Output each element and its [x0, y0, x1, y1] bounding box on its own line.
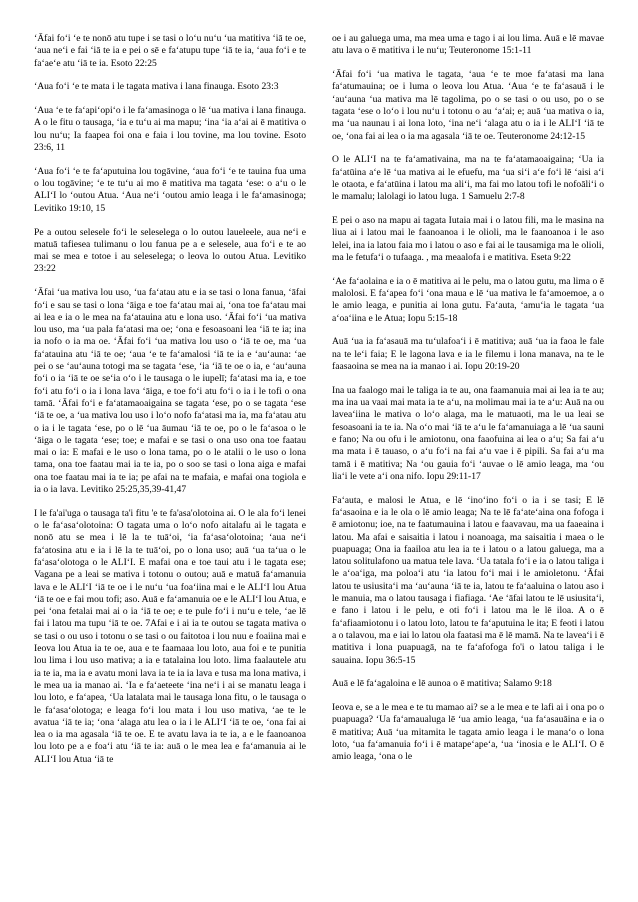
paragraph: oe i au galuega uma, ma mea uma e tago i ai lou lima. Auā e lē mavae atu lava o ē matitiva i le nuʻu; Teuteronome 15:1-11	[332, 33, 604, 57]
paragraph: ʻAe faʻaolaina e ia o ē matitiva ai le pelu, ma o latou gutu, ma lima o ē malolosi. E faʻapea foʻi ʻona maua e lē ʻua mativa le faʻamoemoe, a o le amio leaga, e punitia ai lona gutu. Faʻauta, ʻamuʻia le tagata ʻua aʻoaʻiina e le Atua; Iopu 5:15-18	[332, 275, 604, 324]
paragraph: Faʻauta, e malosi le Atua, e lē ʻinoʻino foʻi o ia i se tasi; E lē faʻasaoina e ia le ola o lē amio leaga; Na te lē faʻateʻaina ona fofoga i ē amiotonu; ioe, na te faatumauina i latou e faavavau, ma ua faaeaina i latou. Ma afai e saisaitia i latou i noanoaga, ma saisaitia i maea o le puapuaga; Ona ia faailoa atu lea ia te i latou o a latou galuega, ma a latou solitulafono ua matua tele lava. ʻUa tatala foʻi e ia o latou taliga i le aʻoaʻiga, ma poloaʻi atu ʻia latou foʻi mai i le amioletonu. ʻĀfai latou te usiusitaʻi ma ʻauʻauna ʻiā te ia, latou te faʻaaluina o latou aso i le manuia, ma o latou tausaga i fiafiaga. ʻAe ʻāfai latou te lē usiusitaʻi, e fano i latou i le pelu, e oti foʻi i latou ma le lē iloa. A o ē faʻafiaamiotonu i o latou loto, latou te faʻaputuina le ita; E feoti i latou a o talavou, ma e iai lo latou ola faatasi ma ē lē mamā. Na te laveaʻi i ē matitiva i lona puapuagā, na te faʻafofoga fo'i o latou taliga i le sauaina. Iopu 36:5-15	[332, 494, 604, 666]
paragraph: O le ALIʻI na te faʻamativaina, ma na te faʻatamaoaigaina; ʻUa ia faʻatūina aʻe lē ʻua mativa ai le efuefu, ma ʻua siʻi aʻe foʻi lē ʻaisi aʻi le otaota, e faʻatūina i latou ma aliʻi, ma fai mo latou tofi le nofoāliʻi o le mamalu; lalolagi io latou luga. 1 Samuelu 2:7-8	[332, 154, 604, 203]
paragraph: Ieova e, se a le mea e te tu mamao ai? se a le mea e te lafi ai i ona po o puapuaga? ʻUa faʻamaualuga lē ʻua amio leaga, ʻua faʻasauāina e ia o ē matitiva; Auā ʻua mitamita le tagata amio leaga i le manaʻo o lona loto, ʻua faʻamanuia foʻi i ē matapeʻapeʻa, ʻua ʻinosia e le ALIʻI. O ē amio leaga, ʻona o le	[332, 702, 604, 763]
paragraph: Pe a outou selesele foʻi le seleselega o lo outou laueleele, aua neʻi e matuā tafiesea tulimanu o lou fanua pe a e selesele, aua foʻi e te ao mai se mea e totoe i au seleselega; o leova lo outou Atua. Levitiko 23:22	[34, 226, 306, 275]
paragraph: Auā ʻua ia faʻasauā ma tuʻulafoaʻi i ē matitiva; auā ʻua ia faoa le fale na te leʻi faia; E le lagona lava e ia le filemu i lona manava, na te le faasaoina se mea na ia manao i ai. Iopu 20:19-20	[332, 336, 604, 373]
paragraph: ʻAua ʻe te faʻapiʻopiʻo i le faʻamasinoga o lē ʻua mativa i lana finauga. A o le fitu o tausaga, ʻia e tuʻu ai ma mapu; ʻina ʻia aʻai ai ē matitiva o lou nuʻu; Ia faapea foi ona e faia i lou tovine, ma lou tovine. Esoto 23:6, 11	[34, 105, 306, 154]
paragraph: ʻĀfai foʻi ʻua mativa le tagata, ʻaua ʻe te moe faʻatasi ma lana faʻatumauina; oe i luma o leova lou Atua. ʻAua ʻe te faʻasauā i le ʻauʻauna ʻua mativa ma lē tagolima, po o se tasi o ou uso, po o se tagata ʻese o loʻo i lou nuʻu i totonu o au ʻaʻai; e; auā ʻua mativa o ia, ma ʻua naunau i ai lona loto, ʻina neʻi ʻalaga atu o ia i le ALIʻI ʻiā te oe, ʻona fai ai lea o ia ma agasala ʻiā te oe. Teuteronome 24:12-15	[332, 69, 604, 142]
paragraph: ʻAua foʻi ʻe te faʻaputuina lou togāvine, ʻaua foʻi ʻe te tauina fua uma o lou togāvine; ʻe te tuʻu ai mo ē matitiva ma tagata ʻese: o aʻu o le ALIʻI lo ʻoutou Atua. ʻAua neʻi ʻoutou amio leaga i le faʻamasinoga; Levitiko 19:10, 15	[34, 165, 306, 214]
left-column	[34, 33, 306, 902]
paragraph: E pei o aso na mapu ai tagata Iutaia mai i o latou fili, ma le masina na liua ai i latou mai le faanoanoa i le olioli, ma le faanoanoa i le aso lelei, ina ia latou faia mo i latou o aso e fai ai le tausamiga ma le olioli, ma le fetufaʻi o tufaaga. , ma meaalofa i e matitiva. Eseta 9:22	[332, 215, 604, 263]
paragraph: I le fa'ai'uga o tausaga ta'i fitu 'e te fa'asa'olotoina ai. O le ala foʻi lenei o le faʻasaʻolotoina: O tagata uma o loʻo nofo aitalafu ai le tagata e nonō atu se mea i lē la te tuāʻoi, ʻia faʻasaʻolotoina; ʻaua neʻi faʻatosina atu e ia i lē la te tuāʻoi, po o lona uso; auā ʻua taʻua o le faʻasaʻolotoga o le ALIʻI. E mafai ona e toe taui atu i le tagata ese; Vagana pe a leai se mativa i totonu o outou; auā e matuā faʻamanuia lava e le ALIʻI ʻiā te oe i le nuʻu ʻua foaʻiina mai e le ALIʻI lou Atua ʻiā te oe e fai mou tofi; aso. Auā e faʻamanuia oe e le ALIʻI lou Atua, e pei ʻona fetalai mai ai o ia ʻiā te oe; e te pule foʻi i nuʻu e tele, ʻae lē fai i latou ma tupu ʻiā te oe. 7Afai e i ai ia te outou se tagata mativa o se tasi o ou uso i totonu o se tasi o ou faitotoa i lou nuu e foaiina mai e Ieova lou Atua ia te oe, aua e te faamaaa lou loto, aua foi e te punitia lou lima i lou uso mativa; a ia e tatalaina lou loto. lima faalautele atu ia te ia, ma ia e avatu moni lava ia te ia ia lava e tusa ma lona mativa, i le mea ua ia manao ai. ʻIa e faʻaeteete ʻina neʻi i ai se manatu leaga i lou loto, e faʻapea, ʻUa latalata mai le tausaga lona fitu, o le tausaga o le faʻasaʻolotoga; e leaga foʻi lou mata i lou uso mativa, ʻae te le avatua ʻiā te ia; ʻona ʻalaga atu lea o ia i le ALIʻI ʻiā te oe, ʻona fai ai lea o ia ma agasala ʻiā te oe. E te avatu lava ia te ia, a e le faanoanoa lou loto pe a e foaʻi atu ʻiā te ia: auā o le mea lea e faʻamanuia ai le ALIʻI lou Atua ʻiā te	[34, 507, 306, 765]
paragraph: Ina ua faalogo mai le taliga ia te au, ona faamanuia mai ai lea ia te au; ma ina ua vaai mai mata ia te aʻu, na molimau mai ia te aʻu: Auā na ou laveaʻiina le mativa o loʻo alaga, ma le matuaoti, ma le ua leai se fesoasoani ia te ia. Na oʻo mai ʻiā te aʻu le faʻamanuiaga a lē ʻua sauni e fano; Na ou ofu i le amiotonu, ona faaofuina ai lea o aʻu; Sa fai aʻu ma mata i ē tauaso, o aʻu foʻi na fai aʻu vae i ē pipili. Sa fai aʻu ma tamā i ē matitiva; Na ʻou gauia foʻi ʻauvae o lē amio leaga, ma ʻou liaʻi le vete aʻi ona nifo. Iopu 29:11-17	[332, 384, 604, 482]
paragraph: Auā e lē faʻagaloina e lē aunoa o ē matitiva; Salamo 9:18	[332, 678, 552, 690]
right-column	[332, 33, 604, 902]
paragraph: ʻĀfai ʻua mativa lou uso, ʻua faʻatau atu e ia se tasi o lona fanua, ʻāfai foʻi e sau se tasi o lona ʻāiga e toe faʻatau mai ai, ʻona toe faʻatau mai ai lea e ia o le mea na faʻatauina atu e lona uso. ʻĀfai foʻi ʻua mativa lou uso, ma ʻua pala faʻatasi ma oe; ʻona e fesoasoani lea ʻiā te ia; ina ia nofo o ia ma oe. ʻĀfai foʻi ʻua mativa lou uso o ʻiā te oe, ma ʻua faʻatauina atu ʻiā te oe; ʻaua ʻe te faʻamalosi ʻiā te ia e ʻauʻauna: ʻae pei o se ʻauʻauna totogi ma se tagata ʻese, ʻia ʻiā te oe o ia, e ʻauʻauna foʻi o ia ʻiā te oe seʻia oʻo i le tausaga o le iupelī; faʻatasi ma ia, e toe foʻi atu foʻi o ia i lona lava ʻāiga, e toe foʻi atu foʻi o ia i le tofi o ona tamā. ʻĀfai foʻi e faʻatamaoaigaina se tagata ʻese, po o se tagata ʻese ʻiā te oe, a ʻua mativa lou uso i loʻo nofo faʻatasi ma ia, ma faʻatau atu o ia i le tagata ʻese, po o lē ʻua āumau ʻiā te oe, po o le faʻasoa o le ʻāiga o le tagata ʻese; toe; e mafai e se tasi o ona uso ona toe faatau mai o ia: E mafai e le uso o lona tama, po o le atalii o le uso o lona tama, ona toe faatau mai ia te ia, po o soo se tasi o lona aiga e mafai ona toe faatau mai ia te ia; pe afai na te mafaia, e mafai ona togiola e ia o ia lava. Levitiko 25:25,35,39-41,47	[34, 287, 306, 495]
paragraph: ʻAua foʻi ʻe te mata i le tagata mativa i lana finauga. Esoto 23:3	[34, 81, 279, 93]
paragraph: ʻĀfai foʻi ʻe te nonō atu tupe i se tasi o loʻu nuʻu ʻua matitiva ʻiā te oe, ʻaua neʻi e fai ʻiā te ia e pei o sē e faʻatupu tupe ʻiā te ia, ʻaua foʻi e te faʻaeʻe atu ʻiā te ia. Esoto 22:25	[34, 33, 306, 69]
